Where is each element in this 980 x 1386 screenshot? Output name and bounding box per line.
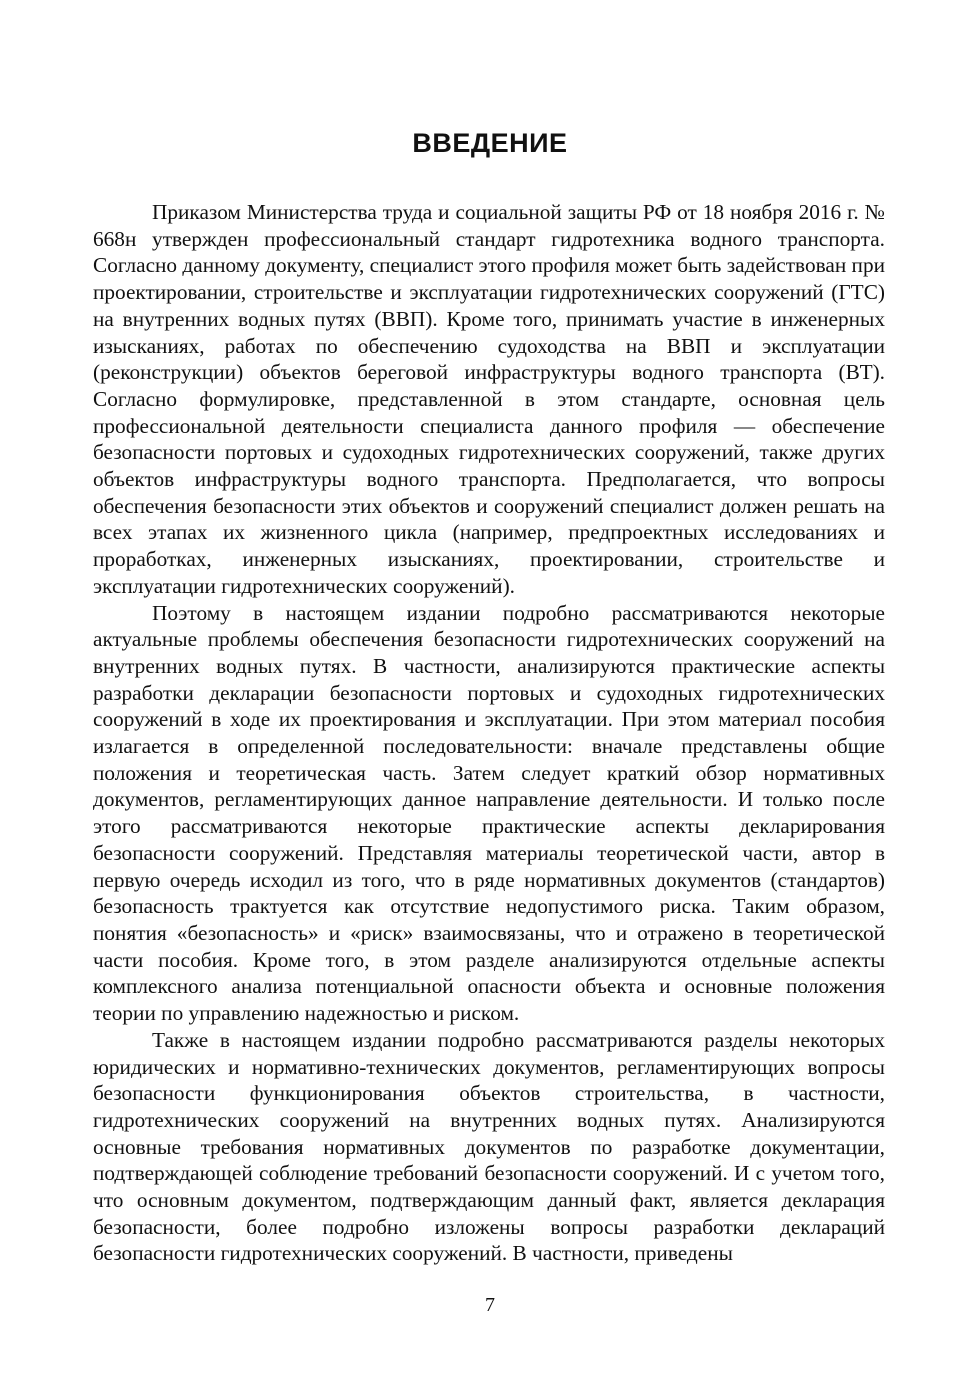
paragraph-3: Также в настоящем издании подробно рассматриваются разделы некоторых юридических и нормативно-технических документов, регламентирующих вопросы безопасности функционирования объектов строительства, в частности, гидротехнических сооружений на внутренних водных путях. Анализируются основные требования нормативных документов по разработке документации, подтверждающей соблюдение требований безопасности сооружений. И с учетом того, что основным документом, подтверждающим данный факт, является декларация безопасности, более подробно изложены вопросы разработки деклараций безопасности гидротехнических сооружений. В частности, приведены: [93, 1027, 885, 1266]
body-text: [93, 199, 885, 1267]
paragraph-1: Приказом Министерства труда и социальной защиты РФ от 18 ноября 2016 г. № 668н утвержден профессиональный стандарт гидротехника водного транспорта. Согласно данному документу, специалист этого профиля может быть задействован при проектировании, строительстве и эксплуатации гидротехнических сооружений (ГТС) на внутренних водных путях (ВВП). Кроме того, принимать участие в инженерных изысканиях, работах по обеспечению судоходства на ВВП и эксплуатации (реконструкции) объектов береговой инфраструктуры водного транспорта (ВТ). Согласно формулировке, представленной в этом стандарте, основная цель профессиональной деятельности специалиста данного профиля — обеспечение безопасности портовых и судоходных гидротехнических сооружений, также других объектов инфраструктуры водного транспорта. Предполагается, что вопросы обеспечения безопасности этих объектов и сооружений специалист должен решать на всех этапах их жизненного цикла (например, предпроектных исследованиях и проработках, инженерных изысканиях, проектировании, строительстве и эксплуатации гидротехнических сооружений).: [93, 200, 885, 598]
paragraph-2: Поэтому в настоящем издании подробно рассматриваются некоторые актуальные проблемы обеспечения безопасности гидротехнических сооружений на внутренних водных путях. В частности, анализируются практические аспекты разработки декларации безопасности портовых и судоходных гидротехнических сооружений в ходе их проектирования и эксплуатации. При этом материал пособия излагается в определенной последовательности: вначале представлены общие положения и теоретическая часть. Затем следует краткий обзор нормативных документов, регламентирующих данное направление деятельности. И только после этого рассматриваются некоторые практические аспекты декларирования безопасности сооружений. Представляя материалы теоретической части, автор в первую очередь исходил из того, что в ряде нормативных документов (стандартов) безопасность трактуется как отсутствие недопустимого риска. Таким образом, понятия «безопасность» и «риск» взаимосвязаны, что и отражено в теоретической части пособия. Кроме того, в этом разделе анализируются отдельные аспекты комплексного анализа потенциальной опасности объекта и основные положения теории по управлению надежностью и риском.: [93, 600, 885, 1026]
page-number: 7: [485, 1294, 495, 1316]
page-title: ВВЕДЕНИЕ: [412, 128, 568, 158]
